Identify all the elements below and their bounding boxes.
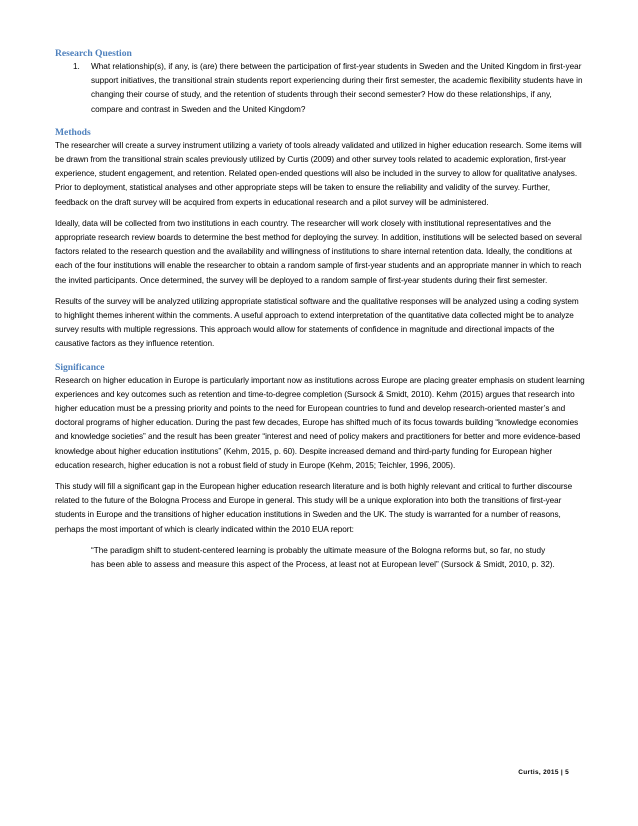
methods-heading: Methods: [55, 126, 91, 138]
methods-paragraph-3: Results of the survey will be analyzed utilizing appropriate statistical software and the qualitative responses will be analyzed using a coding system to highlight themes inherent within the comments. A useful approach to extend interpretation of the quantitative data collected might be to analyze survey results with multiple regressions. This approach would allow for statements of confidence in magnitude and directional impacts of the causative factors as they influence retention.: [55, 296, 579, 349]
significance-paragraph-1: Research on higher education in Europe is particularly important now as institutions across Europe are placing greater emphasis on student learning experiences and key outcomes such as retention and time-to-degree completion (Sursock & Smidt, 2010). Kehm (2015) argues that research into higher education must be a pressing priority and points to the need for European countries to fund and develop research-oriented master’s and doctoral programs of higher education. During the past few decades, Europe has shifted much of its focus towards building “knowledge economies and knowledge societies” and the result has been greater “interest and need of policy makers and practitioners for better and more evidence-based knowledge about higher education institutions” (Kehm, 2015, p. 60). Despite increased demand and third-party funding for European higher education research, higher education is not a robust field of study in Europe (Kehm, 2015; Teichler, 1996, 2005).: [55, 375, 585, 470]
methods-paragraph-1: The researcher will create a survey instrument utilizing a variety of tools already validated and utilized in higher education research. Some items will be drawn from the transitional strain scales previously utilized by Curtis (2009) and other survey tools related to academic exploration, first-year experience, student engagement, and retention. Related open-ended questions will also be included in the survey to allow for qualitative analyses. Prior to deployment, statistical analyses and other appropriate steps will be taken to ensure the reliability and validity of the survey. Further, feedback on the draft survey will be acquired from experts in educational research and a pilot survey will be administered.: [55, 140, 582, 207]
research-question-item: [55, 60, 585, 117]
research-question-text: What relationship(s), if any, is (are) there between the participation of first-year students in Sweden and the United Kingdom in first-year support initiatives, the transitional strain students report experiencing during their first semester, the academic flexibility students have in changing their course of study, and the retention of students through their second semester? How do these relationships, if any, compare and contrast in Sweden and the United Kingdom?: [91, 62, 583, 114]
research-question-heading: Research Question: [55, 48, 132, 59]
list-number: 1.: [73, 62, 80, 71]
document-page: [55, 47, 585, 572]
significance-heading: Significance: [55, 361, 105, 373]
block-quote: “The paradigm shift to student-centered learning is probably the ultimate measure of the Bologna reforms but, so far, no study has been able to assess and measure this aspect of the Process, at least not at European level” (Sursock & Smidt, 2010, p. 32).: [91, 545, 555, 570]
research-question-list: [55, 60, 585, 117]
page-footer: Curtis, 2015 | 5: [518, 769, 569, 776]
methods-paragraph-2: Ideally, data will be collected from two institutions in each country. The researcher will work closely with institutional representatives and the appropriate research review boards to determine the best method for deploying the survey. In addition, institutions will be selected based on several factors related to the research question and the availability and willingness of institutions to share internal retention data. Ideally, the conditions at each of the four institutions will enable the researcher to obtain a random sample of first-year students and an appropriate manner in which to reach the invited participants. Once determined, the survey will be deployed to a random sample of first-year students during their first semester.: [55, 218, 582, 285]
significance-paragraph-2: This study will fill a significant gap in the European higher education research literature and is both highly relevant and critical to further discourse related to the future of the Bologna Process and Europe in general. This study will be a unique exploration into both the transitions of first-year students in Europe and the transitions of higher education institutions in Sweden and the UK. The study is warranted for a number of reasons, perhaps the most important of which is clearly indicated within the 2010 EUA report:: [55, 482, 573, 534]
